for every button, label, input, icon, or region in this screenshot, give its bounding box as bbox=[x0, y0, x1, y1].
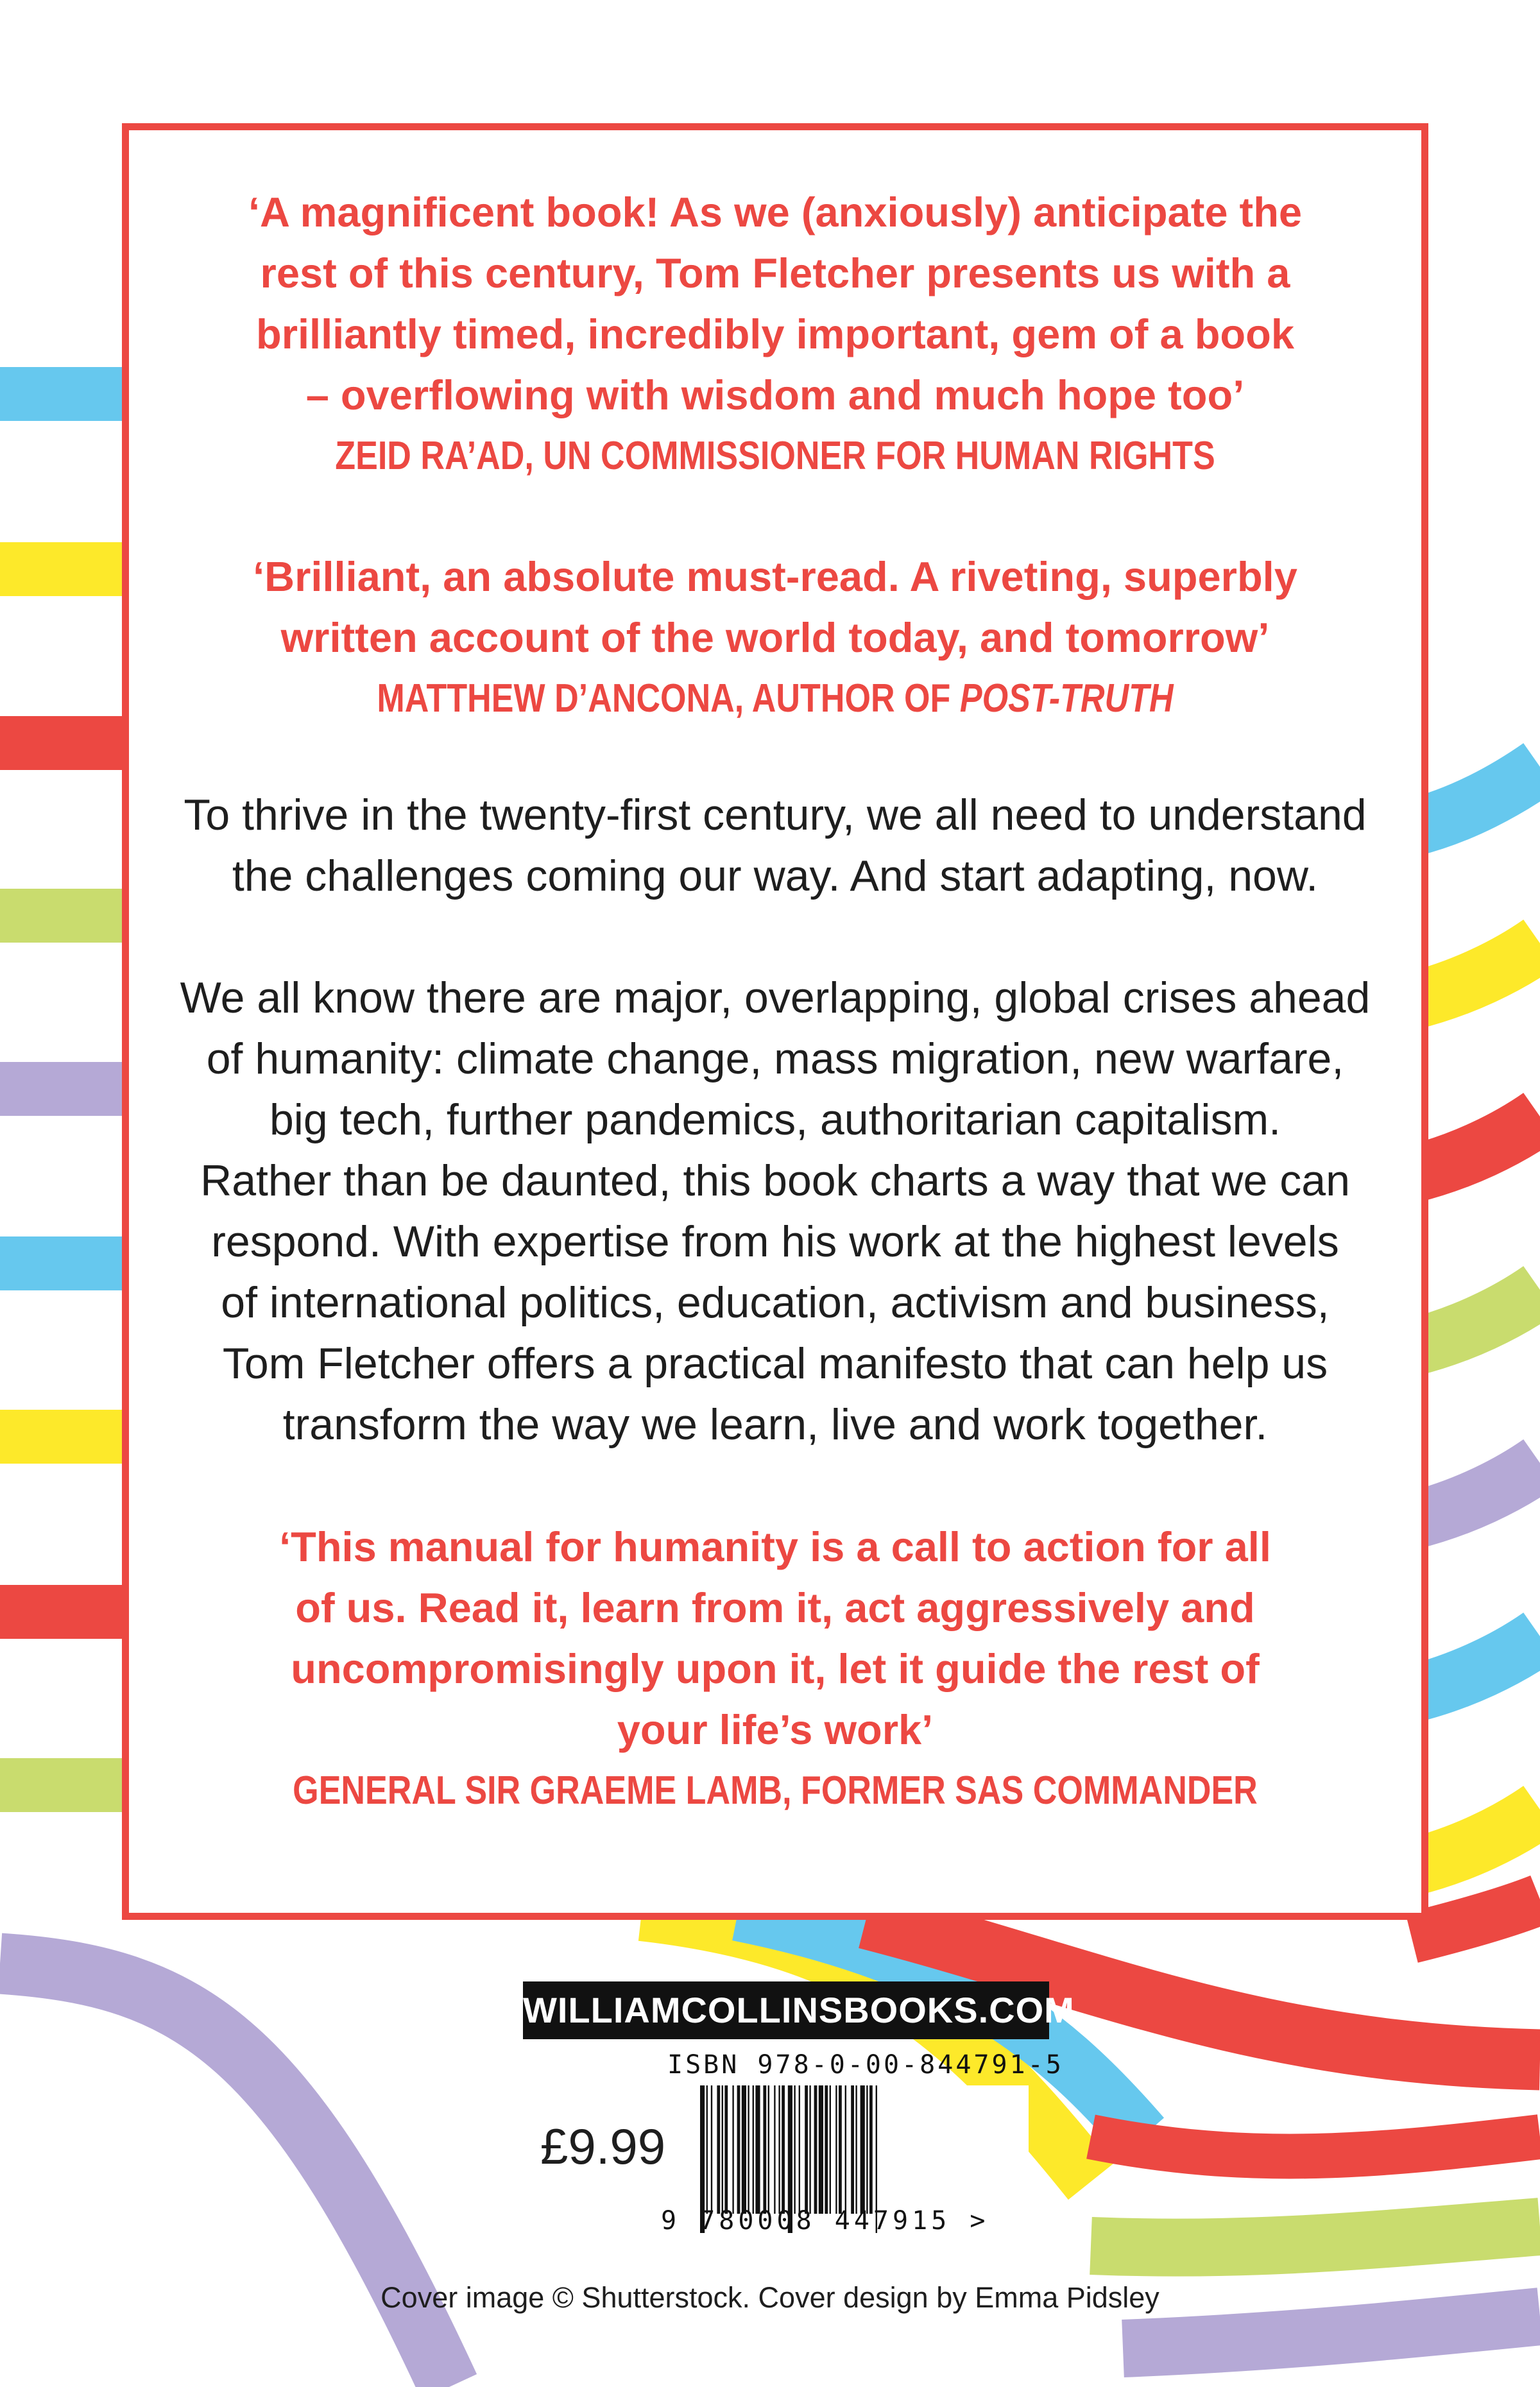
barcode-bar bbox=[742, 2085, 746, 2214]
intro-paragraph bbox=[129, 785, 1421, 907]
stripe-red bbox=[1412, 1116, 1540, 1174]
description-paragraph bbox=[129, 968, 1421, 1455]
stripe-red bbox=[0, 716, 122, 770]
quote-zeid-raad bbox=[129, 182, 1421, 486]
text-line: of international politics, education, activism and business, bbox=[221, 1278, 1330, 1327]
text-line: of humanity: climate change, mass migration, new warfare, bbox=[206, 1034, 1344, 1083]
barcode-bar bbox=[839, 2085, 842, 2214]
quote-line: your life’s work’ bbox=[617, 1706, 934, 1753]
publisher-website: WILLIAMCOLLINSBOOKS.COM bbox=[523, 1981, 1049, 2039]
barcode-bar bbox=[851, 2085, 854, 2214]
barcode-bar bbox=[768, 2085, 769, 2214]
quote-line: uncompromisingly upon it, let it guide the rest of bbox=[291, 1645, 1260, 1692]
barcode-bar bbox=[782, 2085, 785, 2214]
stripe-cyan bbox=[0, 1236, 122, 1290]
stripe-yellow bbox=[1412, 943, 1540, 1001]
barcode-bar bbox=[753, 2085, 754, 2214]
text-line: To thrive in the twenty-first century, we all need to understand bbox=[184, 791, 1367, 839]
barcode-bar bbox=[778, 2085, 780, 2214]
barcode-bar bbox=[830, 2085, 831, 2214]
quote-attribution: GENERAL SIR GRAEME LAMB, FORMER SAS COMMANDER bbox=[293, 1768, 1258, 1813]
stripe-yellow bbox=[1412, 1810, 1540, 1867]
stripe-lavender bbox=[0, 1964, 449, 2387]
barcode-bar bbox=[717, 2085, 720, 2214]
stripe-green bbox=[0, 1758, 122, 1812]
quote-line: ‘Brilliant, an absolute must-read. A riveting, superbly bbox=[253, 553, 1297, 600]
stripe-yellow bbox=[0, 542, 122, 596]
price-label: £9.99 bbox=[540, 2118, 666, 2175]
stripe-green bbox=[1091, 2227, 1540, 2248]
barcode-bar bbox=[845, 2085, 846, 2214]
text-line: Rather than be daunted, this book charts a way that we can bbox=[200, 1156, 1350, 1205]
text-line: Tom Fletcher offers a practical manifesto that can help us bbox=[222, 1339, 1328, 1388]
barcode-bar bbox=[722, 2085, 723, 2214]
quote-line: ‘This manual for humanity is a call to action for all bbox=[279, 1523, 1271, 1570]
cover-credits: Cover image © Shutterstock. Cover design by Emma Pidsley bbox=[381, 2281, 1159, 2314]
barcode-bar bbox=[860, 2085, 865, 2214]
barcode-bar bbox=[866, 2085, 868, 2214]
barcode-bar bbox=[799, 2085, 800, 2214]
barcode-bar bbox=[814, 2085, 817, 2214]
quote-line: of us. Read it, learn from it, act aggressively and bbox=[295, 1584, 1255, 1631]
stripe-green bbox=[1412, 1290, 1540, 1348]
quote-line: written account of the world today, and tomorrow’ bbox=[280, 614, 1270, 661]
barcode-bar bbox=[835, 2085, 837, 2214]
stripe-red bbox=[1412, 1899, 1540, 1938]
stripe-lavender bbox=[1123, 2316, 1540, 2348]
quote-line: – overflowing with wisdom and much hope too’ bbox=[305, 372, 1245, 418]
quote-attribution bbox=[232, 668, 1318, 729]
barcode-bar bbox=[763, 2085, 766, 2214]
barcode-bar bbox=[711, 2085, 712, 2214]
barcode-bar bbox=[794, 2085, 795, 2214]
barcode-digits: 9 780008 447915 > bbox=[661, 2206, 989, 2236]
barcode-bar bbox=[809, 2085, 810, 2214]
quote-line: ‘A magnificent book! As we (anxiously) anticipate the bbox=[248, 189, 1303, 235]
text-line: big tech, further pandemics, authoritarian capitalism. bbox=[269, 1095, 1281, 1144]
blurb-box bbox=[122, 123, 1428, 1920]
text-line: the challenges coming our way. And start adapting, now. bbox=[232, 851, 1319, 900]
barcode-bar bbox=[805, 2085, 808, 2214]
barcode-bar bbox=[825, 2085, 828, 2214]
barcode-bar bbox=[855, 2085, 857, 2214]
barcode-bar bbox=[737, 2085, 740, 2214]
quote-matthew-dancona bbox=[129, 546, 1421, 729]
stripe-green bbox=[0, 889, 122, 943]
quote-line: brilliantly timed, incredibly important, gem of a book bbox=[256, 311, 1294, 357]
stripe-lavender bbox=[1412, 1463, 1540, 1521]
stripe-lavender bbox=[0, 1062, 122, 1116]
barcode-bar bbox=[755, 2085, 760, 2214]
barcode-bar bbox=[869, 2085, 873, 2214]
isbn-label: ISBN 978-0-00-844791-5 bbox=[667, 2050, 1064, 2080]
text-line: We all know there are major, overlapping, global crises ahead bbox=[180, 973, 1371, 1022]
barcode-bar bbox=[706, 2085, 708, 2214]
quote-graeme-lamb bbox=[129, 1516, 1421, 1821]
stripe-cyan bbox=[0, 367, 122, 421]
stripe-yellow bbox=[0, 1410, 122, 1464]
attribution-book-title: POST-TRUTH bbox=[959, 676, 1174, 721]
barcode-bar bbox=[732, 2085, 733, 2214]
stripe-cyan bbox=[1412, 767, 1540, 828]
quote-attribution: ZEID RA’AD, UN COMMISSIONER FOR HUMAN RIGHTS bbox=[335, 434, 1215, 478]
barcode-bar bbox=[724, 2085, 728, 2214]
barcode-bar bbox=[748, 2085, 749, 2214]
stripe-red bbox=[1091, 2137, 1540, 2156]
stripe-cyan bbox=[1412, 1636, 1540, 1694]
attribution-name: MATTHEW D’ANCONA, AUTHOR OF bbox=[377, 676, 960, 721]
quote-line: rest of this century, Tom Fletcher presents us with a bbox=[260, 250, 1290, 296]
stripe-red bbox=[0, 1585, 122, 1639]
barcode-bar bbox=[774, 2085, 775, 2214]
barcode-bar bbox=[819, 2085, 823, 2214]
text-line: transform the way we learn, live and work together. bbox=[282, 1400, 1268, 1449]
text-line: respond. With expertise from his work at the highest levels bbox=[211, 1217, 1339, 1266]
